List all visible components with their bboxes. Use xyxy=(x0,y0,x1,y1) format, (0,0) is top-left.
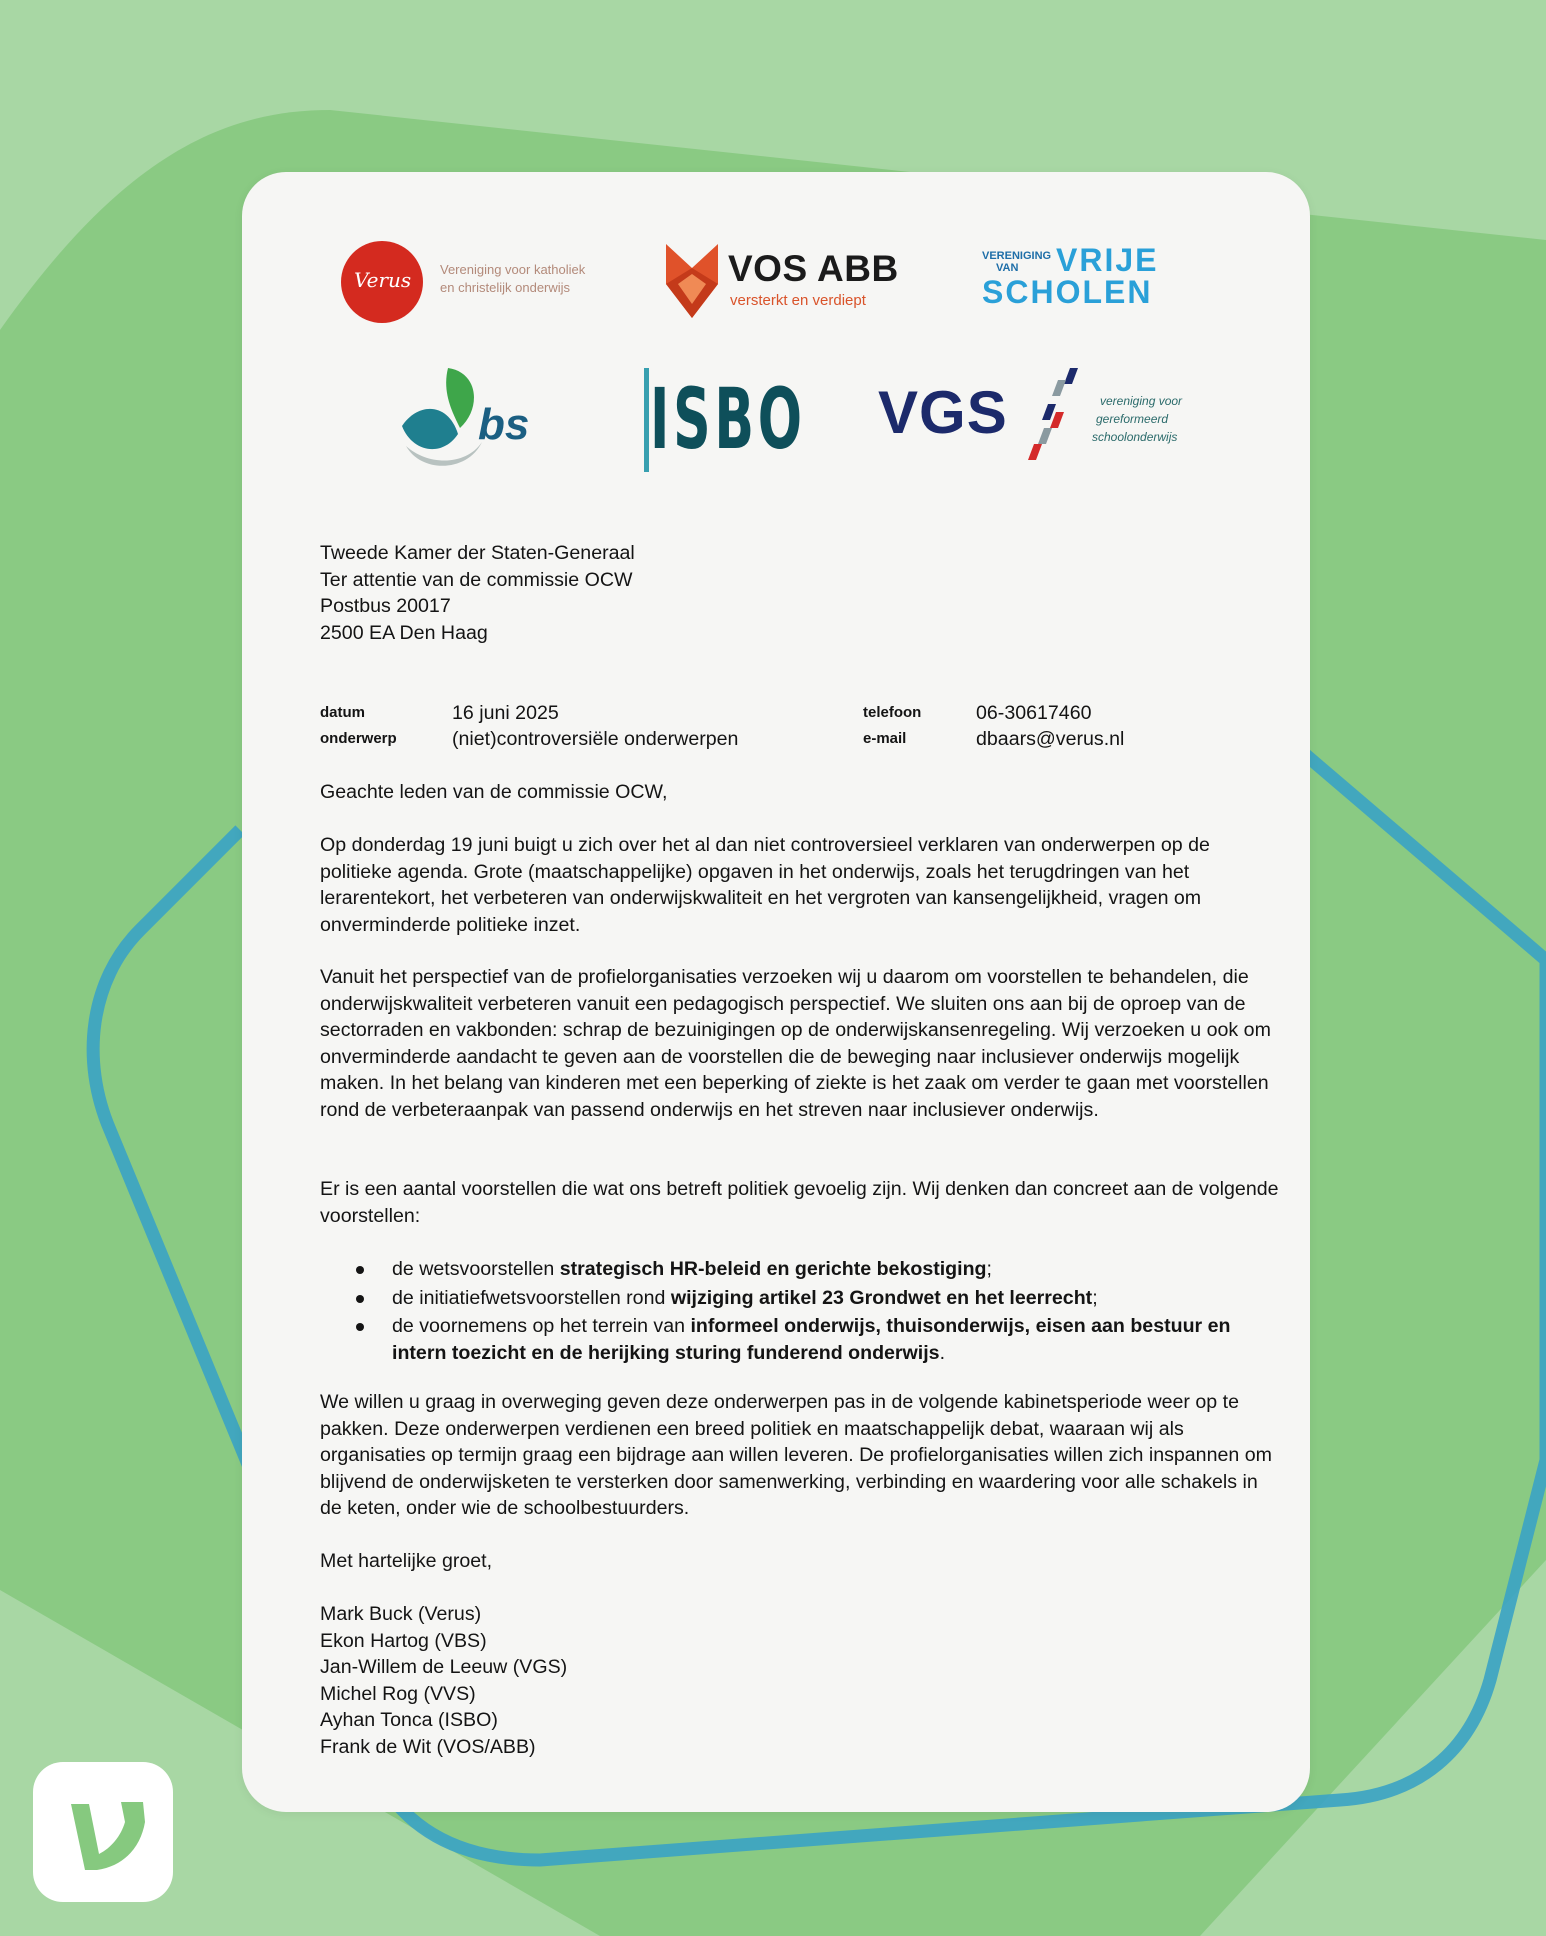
verus-tagline-2: en christelijk onderwijs xyxy=(440,280,571,295)
paragraph-2: Vanuit het perspectief van de profielorganisaties verzoeken wij u daarom om voorstellen te behandelen, die onderwijskwaliteit verbeteren vanuit een pedagogisch perspectief. We sluiten ons aan bij de oproep van de sectorraden en vakbonden: schrap de bezuinigingen op de onderwijskansenregeling. Wij verzoeken u ook om onverminderde aandacht te geven aan de voorstellen die de beweging naar inclusiever onderwijs mogelijk maken. In het belang van kinderen met een beperking of ziekte is het zaak om verder te gaan met voorstellen rond de verbeteraanpak van passend onderwijs en het streven naar inclusiever onderwijs. xyxy=(320,966,1271,1121)
proposal-list xyxy=(320,1256,1280,1368)
letter-card xyxy=(242,172,1310,1812)
vosabb-name: VOS ABB xyxy=(728,248,899,289)
email-link[interactable]: dbaars@verus.nl xyxy=(976,728,1125,750)
recipient-line-2: Ter attentie van de commissie OCW xyxy=(320,568,633,591)
datum-value: 16 juni 2025 xyxy=(452,702,559,724)
bullet-3-bold: informeel onderwijs, thuisonderwijs, eisen aan bestuur en intern toezicht en de herijking sturing funderend onderwijs xyxy=(392,1315,1231,1364)
bullet-icon xyxy=(356,1295,364,1303)
bullet-2-pre: de initiatiefwetsvoorstellen rond xyxy=(392,1286,671,1309)
paragraph-4: We willen u graag in overweging geven deze onderwerpen pas in de volgende kabinetsperiode weer op te pakken. Deze onderwerpen verdienen een breed politiek en maatschappelijk debat, waaraan wij als organisaties op termijn graag een bijdrage aan willen leveren. De profielorganisaties willen zich inspannen om blijvend de onderwijsketen te versterken door samenwerking, verbinding en waardering voor alle schakels in de keten, onder wie de schoolbestuurders. xyxy=(320,1391,1272,1519)
vosabb-tagline: versterkt en verdiept xyxy=(730,292,866,309)
vgs-tagline-2: gereformeerd xyxy=(1096,412,1169,426)
verus-logo xyxy=(340,240,620,324)
bullet-3-post: . xyxy=(939,1341,946,1364)
paragraph-1: Op donderdag 19 juni buigt u zich over het al dan niet controversieel verklaren van onderwerpen op de politieke agenda. Grote (maatschappelijke) opgaven in het onderwijs, zoals het terugdringen van het lerarentekort, het verbeteren van onderwijskwaliteit en het vergroten van kansengelijkheid, vragen om onverminderde politieke inzet. xyxy=(320,834,1210,936)
list-item xyxy=(320,1313,1280,1366)
bullet-2-post: ; xyxy=(1092,1286,1098,1309)
app-logo-icon[interactable] xyxy=(33,1762,173,1902)
vvs-word-2: SCHOLEN xyxy=(982,274,1153,310)
app-logo-glyph-icon xyxy=(33,1762,173,1902)
bullet-1-post: ; xyxy=(986,1258,992,1280)
onderwerp-label: onderwerp xyxy=(320,730,397,747)
recipient-line-1: Tweede Kamer der Staten-Generaal xyxy=(320,542,635,564)
signatory-6: Frank de Wit (VOS/ABB) xyxy=(320,1735,536,1758)
fox-icon xyxy=(666,244,718,320)
telefoon-value: 06-30617460 xyxy=(976,702,1092,724)
recipient-line-4: 2500 EA Den Haag xyxy=(320,621,488,644)
verus-tagline-1: Vereniging voor katholiek xyxy=(440,262,586,277)
vgs-stripes-icon xyxy=(1028,366,1098,466)
bullet-2-bold: wijziging artikel 23 Grondwet en het leerrecht xyxy=(670,1286,1093,1309)
signatories xyxy=(320,1601,1280,1760)
vbs-logo xyxy=(398,362,558,472)
signatory-3: Jan-Willem de Leeuw (VGS) xyxy=(320,1656,568,1678)
vgs-tagline-1: vereniging voor xyxy=(1100,394,1183,408)
bullet-icon xyxy=(356,1266,364,1274)
isbo-logo xyxy=(644,368,804,478)
vvs-logo xyxy=(982,242,1202,330)
vgs-logo xyxy=(878,372,1208,472)
salutation: Geachte leden van de commissie OCW, xyxy=(320,781,668,803)
vosabb-logo xyxy=(666,244,906,324)
recipient-line-3: Postbus 20017 xyxy=(320,595,451,617)
vgs-name: VGS xyxy=(878,379,1008,446)
signatory-1: Mark Buck (Verus) xyxy=(320,1603,482,1625)
list-item xyxy=(320,1256,1280,1283)
signatory-4: Michel Rog (VVS) xyxy=(320,1682,476,1705)
bullet-1-bold: strategisch HR-beleid en gerichte bekostiging xyxy=(559,1258,987,1280)
onderwerp-value: (niet)controversiële onderwerpen xyxy=(452,728,739,750)
paragraph-3: Er is een aantal voorstellen die wat ons betreft politiek gevoelig zijn. Wij denken dan concreet aan de volgende voorstellen: xyxy=(320,1178,1279,1227)
bullet-3-pre: de voornemens op het terrein van xyxy=(392,1315,691,1337)
vvs-word-1: VRIJE xyxy=(1056,242,1159,278)
vbs-name: bs xyxy=(478,400,530,449)
closing: Met hartelijke groet, xyxy=(320,1550,493,1572)
list-item xyxy=(320,1285,1280,1312)
bullet-1-pre: de wetsvoorstellen xyxy=(392,1258,560,1280)
recipient-address xyxy=(320,540,1280,646)
verus-mark: Verus xyxy=(354,268,412,292)
isbo-name: ISBO xyxy=(650,370,806,468)
bullet-icon xyxy=(356,1323,364,1331)
email-value xyxy=(976,726,1124,753)
telefoon-label: telefoon xyxy=(863,704,922,721)
vvs-top-2: VAN xyxy=(996,262,1019,274)
signatory-5: Ayhan Tonca (ISBO) xyxy=(320,1709,498,1731)
vgs-tagline-3: schoolonderwijs xyxy=(1092,430,1178,444)
email-label: e-mail xyxy=(863,730,907,747)
vvs-top-1: VERENIGING xyxy=(982,250,1052,262)
datum-label: datum xyxy=(320,704,365,721)
signatory-2: Ekon Hartog (VBS) xyxy=(320,1629,487,1652)
